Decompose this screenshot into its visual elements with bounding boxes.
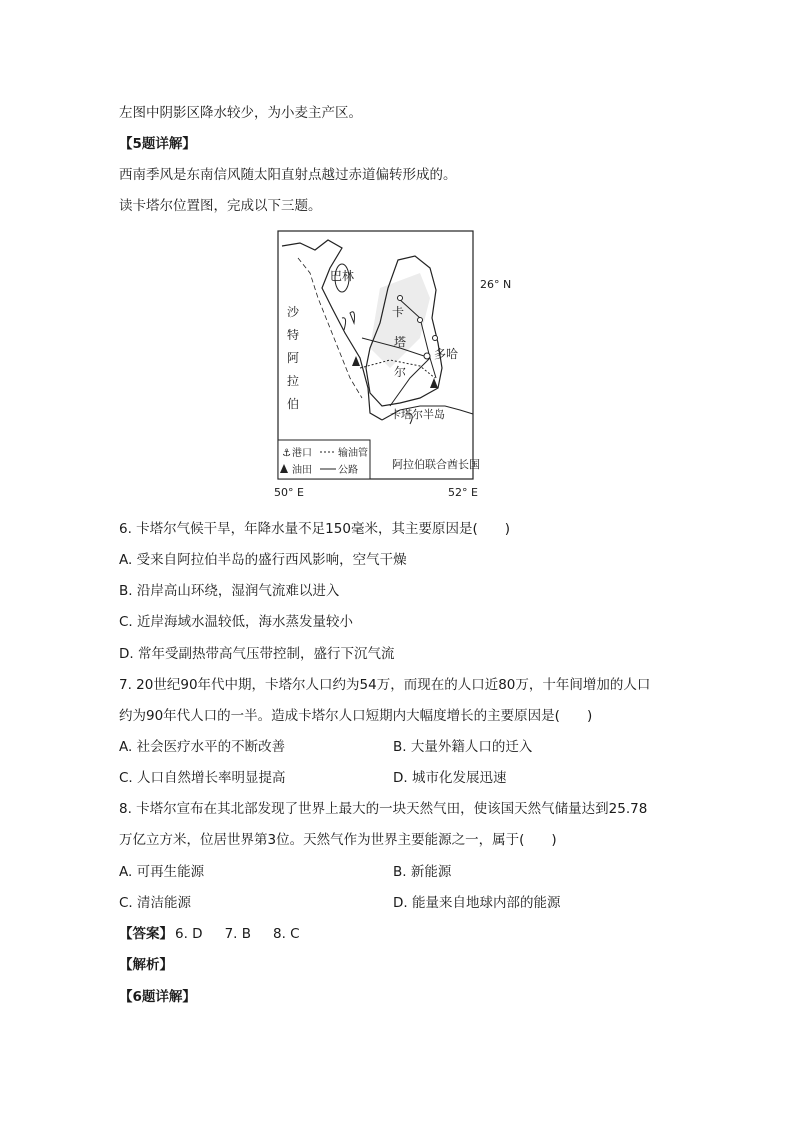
answer-8: 8. C [273,926,300,942]
q8-option-b: B. 新能源 [393,864,452,880]
qatar-label-char: 塔 [394,335,407,349]
saudi-label-char: 沙 [287,305,300,319]
saudi-label [287,304,300,411]
saudi-label-char: 阿 [287,351,300,365]
q8-option-c: C. 清洁能源 [119,895,192,911]
q6-option-a: A. 受来自阿拉伯半岛的盛行西风影响，空气干燥 [119,552,407,568]
saudi-label-char: 伯 [287,397,300,411]
saudi-label-char: 拉 [287,374,300,388]
town-2 [418,318,423,323]
answer-6: 6. D [175,926,203,942]
q8-option-d: D. 能量来自地球内部的能源 [393,895,561,911]
q7-stem-line2: 约为90年代人口的一半。造成卡塔尔人口短期内大幅度增长的主要原因是( ) [119,708,593,724]
lon-left-label: 50° E [274,486,304,499]
map-legend [278,440,370,479]
q7-option-a: A. 社会医疗水平的不断改善 [119,739,286,755]
port-icon: ⚓ [282,448,291,459]
q6-option-d: D. 常年受副热带高气压带控制，盛行下沉气流 [119,646,395,662]
q8-stem-line2: 万亿立方米，位居世界第3位。天然气作为世界主要能源之一，属于( ) [119,832,557,848]
q6-option-c: C. 近岸海域水温较低，海水蒸发量较小 [119,614,354,630]
q7-stem-line1: 7. 20世纪90年代中期，卡塔尔人口约为54万，而现在的人口近80万，十年间增加的人口 [119,677,651,693]
answer-7: 7. B [224,926,252,942]
town-3 [433,336,438,341]
q7-option-d: D. 城市化发展迅速 [393,770,507,786]
q8-option-a: A. 可再生能源 [119,864,205,880]
q7-option-c: C. 人口自然增长率明显提高 [119,770,286,786]
qatar-label-char: 卡 [392,305,405,319]
answer-label: 【答案】 [119,926,173,942]
qatar-label-char: 尔 [394,365,407,379]
answer-line [119,925,322,943]
lon-right-label: 52° E [448,486,478,499]
island-1 [350,312,355,323]
intro-line: 左图中阴影区降水较少，为小麦主产区。 [119,105,362,121]
map-intro: 读卡塔尔位置图，完成以下三题。 [119,198,322,214]
q6-detail-heading: 【6题详解】 [119,989,196,1005]
town-1 [398,296,403,301]
q8-stem-line1: 8. 卡塔尔宣布在其北部发现了世界上最大的一块天然气田，使该国天然气储量达到25.78 [119,801,648,817]
q5-detail-heading: 【5题详解】 [119,136,196,152]
legend-pipeline: 输油管 [338,448,368,459]
legend-road: 公路 [338,465,358,476]
q6-option-b: B. 沿岸高山环绕，湿润气流难以进入 [119,583,340,599]
legend-oilfield: 油田 [292,465,312,476]
doha-label: 多哈 [434,347,459,361]
saudi-label-char: 特 [287,328,300,342]
q7-option-b: B. 大量外籍人口的迁入 [393,739,533,755]
peninsula-label: 卡塔尔半岛 [390,408,445,421]
uae-label: 阿拉伯联合酋长国 [392,458,480,471]
oilfield-marker-1 [352,356,360,366]
analysis-heading: 【解析】 [119,957,173,973]
legend-port: 港口 [292,448,312,459]
lat-label: 26° N [480,278,512,291]
q6-stem: 6. 卡塔尔气候干旱，年降水量不足150毫米，其主要原因是( ) [119,521,510,537]
oilfield-marker-2 [430,378,438,388]
bahrain-label: 巴林 [330,269,355,283]
qatar-location-map [270,228,530,504]
town-doha [424,353,430,359]
q5-detail-text: 西南季风是东南信风随太阳直射点越过赤道偏转形成的。 [119,167,457,183]
